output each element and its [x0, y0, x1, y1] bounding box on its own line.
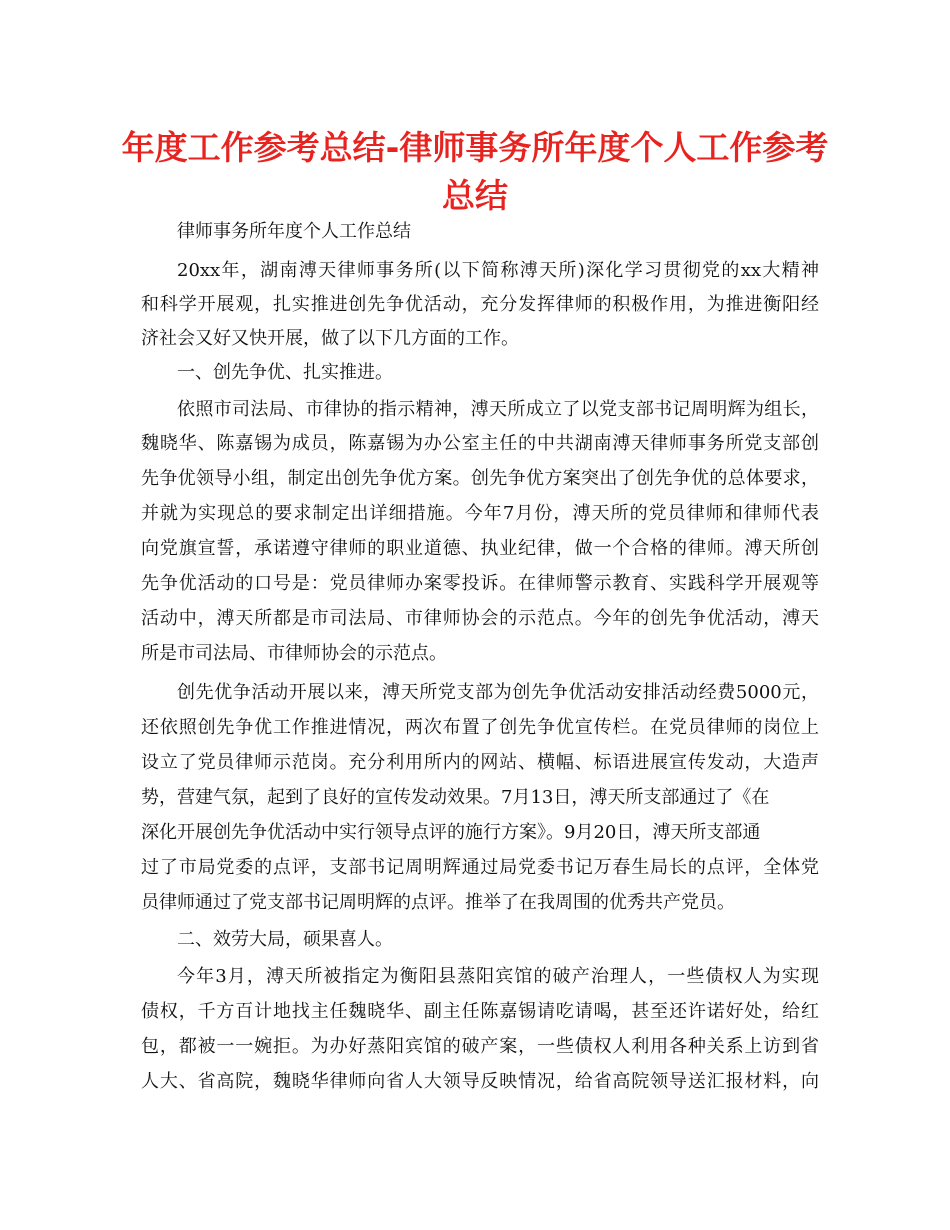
body-line: 所是市司法局、市律师协会的示范点。	[141, 643, 447, 664]
body-line: 深化开展创先争优活动中实行领导点评的施行方案》。9月20日，溥天所支部通	[141, 822, 761, 843]
body-line: 并就为实现总的要求制定出详细措施。今年7月份，溥天所的党员律师和律师代表	[141, 503, 819, 524]
body-line: 先争优领导小组，制定出创先争优方案。创先争优方案突出了创先争优的总体要求，	[141, 468, 819, 489]
subtitle-line: 律师事务所年度个人工作总结	[177, 221, 411, 242]
body-line: 还依照创先争优工作推进情况，两次布置了创先争优宣传栏。在党员律师的岗位上	[141, 717, 819, 738]
body-line: 员律师通过了党支部书记周明辉的点评。推举了在我周围的优秀共产党员。	[141, 892, 735, 913]
body-line: 20xx年，湖南溥天律师事务所(以下简称溥天所)深化学习贯彻党的xx大精神	[177, 260, 819, 281]
body-line: 设立了党员律师示范岗。充分利用所内的网站、横幅、标语进展宣传发动，大造声	[141, 752, 819, 773]
body-line: 债权，千方百计地找主任魏晓华、副主任陈嘉锡请吃请喝，甚至还许诺好处，给红	[141, 1001, 819, 1022]
body-line: 依照市司法局、市律协的指示精神，溥天所成立了以党支部书记周明辉为组长，	[177, 399, 819, 420]
title-line-2: 总结	[442, 176, 508, 215]
section-heading: 二、效劳大局，硕果喜人。	[177, 929, 393, 950]
body-line: 济社会又好又快开展，做了以下几方面的工作。	[141, 328, 519, 349]
body-line: 创先优争活动开展以来，溥天所党支部为创先争优活动安排活动经费5000元，	[177, 682, 819, 703]
body-line: 和科学开展观，扎实推进创先争优活动，充分发挥律师的积极作用，为推进衡阳经	[141, 294, 819, 315]
body-line: 向党旗宣誓，承诺遵守律师的职业道德、执业纪律，做一个合格的律师。溥天所创	[141, 538, 819, 559]
body-line: 先争优活动的口号是：党员律师办案零投诉。在律师警示教育、实践科学开展观等	[141, 573, 819, 594]
body-line: 过了市局党委的点评，支部书记周明辉通过局党委书记万春生局长的点评，全体党	[141, 857, 819, 878]
body-line: 魏晓华、陈嘉锡为成员，陈嘉锡为办公室主任的中共湖南溥天律师事务所党支部创	[141, 433, 819, 454]
document-title	[100, 124, 850, 220]
body-line: 包，都被一一婉拒。为办好蒸阳宾馆的破产案，一些债权人利用各种关系上访到省	[141, 1036, 819, 1057]
title-line-1: 年度工作参考总结-律师事务所年度个人工作参考	[121, 128, 829, 167]
body-line: 势，营建气氛，起到了良好的宣传发动效果。7月13日，溥天所支部通过了《在	[141, 787, 770, 808]
body-line: 今年3月，溥天所被指定为衡阳县蒸阳宾馆的破产治理人，一些债权人为实现	[177, 966, 819, 987]
body-line: 人大、省高院，魏晓华律师向省人大领导反映情况，给省高院领导送汇报材料，向	[141, 1071, 819, 1092]
body-line: 活动中，溥天所都是市司法局、市律师协会的示范点。今年的创先争优活动，溥天	[141, 608, 819, 629]
section-heading: 一、创先争优、扎实推进。	[177, 362, 393, 383]
